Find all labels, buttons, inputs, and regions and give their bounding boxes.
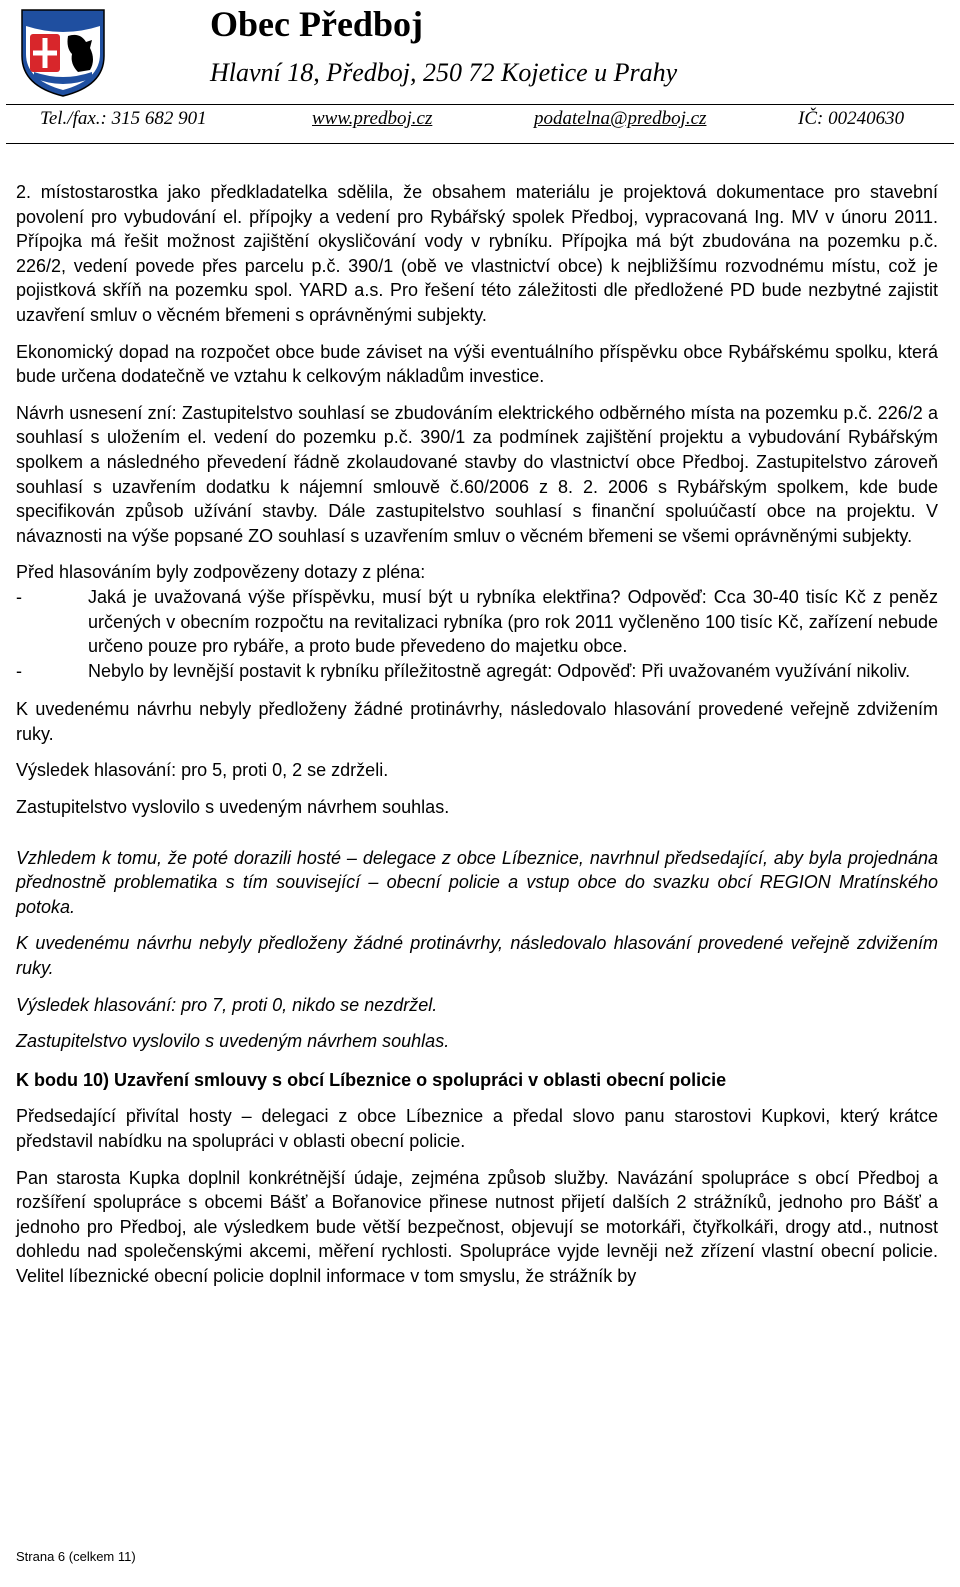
questions-list <box>16 560 938 683</box>
municipality-address: Hlavní 18, Předboj, 250 72 Kojetice u Prahy <box>210 58 678 87</box>
page-title: Obec Předboj <box>210 4 423 44</box>
list-bullet: - <box>16 586 22 607</box>
paragraph-economic-impact: Ekonomický dopad na rozpočet obce bude záviset na výši eventuálního příspěvku obce Rybářskému spolku, která bude určena dodatečně ve vztahu k celkovým nákladům investice. <box>16 341 938 387</box>
section-heading: K bodu 10) Uzavření smlouvy s obcí Líbeznice o spolupráci v oblasti obecní policie <box>16 1069 727 1090</box>
paragraph-resolution-draft: Návrh usnesení zní: Zastupitelstvo souhlasí se zbudováním elektrického odběrného místa na pozemku p.č. 226/2 a souhlasí s uložením el. vedení do pozemku p.č. 390/1 za podmínek zajištění projektu a vybudování Rybářským spolkem a následného převedení řádně zkolaudované stavby do vlastnictví obce Předboj. Zastupitelstvo zároveň souhlasí s uzavřením dodatku k nájemní smlouvě č.60/2006 z 8. 2. 2006 s Rybářským spolkem, kde bude specifikován způsob užívání stavby. Dále zastupitelstvo souhlasí s finanční spoluúčastí obce na projektu. V návaznosti na výše popsané ZO souhlasí s uzavřením smluv o věcném břemeni se všemi oprávněnými subjekty. <box>16 402 938 546</box>
vote-result: Výsledek hlasování: pro 5, proti 0, 2 se zdrželi. <box>16 760 389 781</box>
paragraph-guests-arrived: Vzhledem k tomu, že poté dorazili hosté – delegace z obce Líbeznice, navrhnul předsedající, aby byla projednána přednostně problematika s tím související – obecní policie a vstup obce do svazku obcí REGION Mratínského potoka. <box>16 847 938 917</box>
paragraph-mayor-details: Pan starosta Kupka doplnil konkrétnější údaje, zejména způsob služby. Navázání spolupráce s obcí Předboj a rozšíření spolupráce s obcemi Bášť a Bořanovice přinese nutnost přijetí dalších 2 strážníků, jednoho pro Bášť a jednoho pro Předboj, ale výsledkem bude větší bezpečnost, objevují se motorkáři, čtyřkolkáři, drogy atd., nutnost dohledu nad společenskými akcemi, měření rychlosti. Spolupráce vyjde levněji než zřízení vlastní obecní policie. Velitel líbeznické obecní policie doplnil informace v tom smyslu, že strážník by <box>16 1167 938 1286</box>
paragraph-no-counterproposals: K uvedenému návrhu nebyly předloženy žádné protinávrhy, následovalo hlasování provedené veřejně zdvižením ruky. <box>16 699 938 744</box>
paragraph-proposal: 2. místostarostka jako předkladatelka sdělila, že obsahem materiálu je projektová dokumentace pro stavební povolení pro vybudování el. přípojky a vedení pro Rybářský spolek Předboj, vypracovaná Ing. MV v únoru 2011. Přípojka má řešit možnost zajištění okysličování vody v rybníku. Přípojka má být zbudována na pozemku p.č. 226/2, vedení povede přes parcelu p.č. 390/1 (obě ve vlastnictví obce) k nejbližšímu rozvodnému místu, což je pojistková skříň na pozemku spol. YARD a.s. Pro řešení této záležitosti dle předložené PD bude nezbytné zajistit uzavření smluv o věcném břemeni s oprávněnými subjekty. <box>16 182 938 325</box>
list-item <box>16 659 938 684</box>
paragraph-guests-welcome: Předsedající přivítal hosty – delegaci z obce Líbeznice a předal slovo panu starostovi Kupkovi, který krátce představil nabídku na spolupráci v oblasti obecní policie. <box>16 1106 938 1151</box>
contact-bar <box>40 106 930 132</box>
page-header <box>0 0 960 150</box>
header-divider-bottom <box>6 143 954 144</box>
phone-fax: Tel./fax.: 315 682 901 <box>40 108 207 129</box>
question-answer: Nebylo by levnější postavit k rybníku příležitostně agregát: Odpověď: Při uvažovaném využívání nikoliv. <box>88 660 911 681</box>
page-number: Strana 6 (celkem 11) <box>16 1549 136 1564</box>
resolution-approved: Zastupitelstvo vyslovilo s uvedeným návrhem souhlas. <box>16 797 450 818</box>
list-item <box>16 585 938 659</box>
resolution-approved-italic: Zastupitelstvo vyslovilo s uvedeným návrhem souhlas. <box>16 1031 450 1052</box>
header-divider-top <box>6 104 954 105</box>
vote-result-italic: Výsledek hlasování: pro 7, proti 0, nikdo se nezdržel. <box>16 994 438 1015</box>
questions-intro: Před hlasováním byly zodpovězeny dotazy z pléna: <box>16 562 426 583</box>
municipal-crest-icon <box>20 8 106 98</box>
email-link[interactable]: podatelna@predboj.cz <box>534 108 707 129</box>
paragraph-no-counterproposals-italic: K uvedenému návrhu nebyly předloženy žádné protinávrhy, následovalo hlasování provedené veřejně zdvižením ruky. <box>16 933 938 979</box>
company-id: IČ: 00240630 <box>798 108 905 129</box>
website-link[interactable]: www.predboj.cz <box>312 108 433 129</box>
list-bullet: - <box>16 660 22 681</box>
document-body <box>16 180 938 1301</box>
question-answer: Jaká je uvažovaná výše příspěvku, musí být u rybníka elektřina? Odpověď: Cca 30-40 tisíc Kč z peněz určených v obecním rozpočtu na revitalizaci rybníka (pro rok 2011 vyčleněno 100 tisíc Kč, zařízení nebude určeno pouze pro rybáře, a proto bude převedeno do majetku obce. <box>88 586 938 657</box>
